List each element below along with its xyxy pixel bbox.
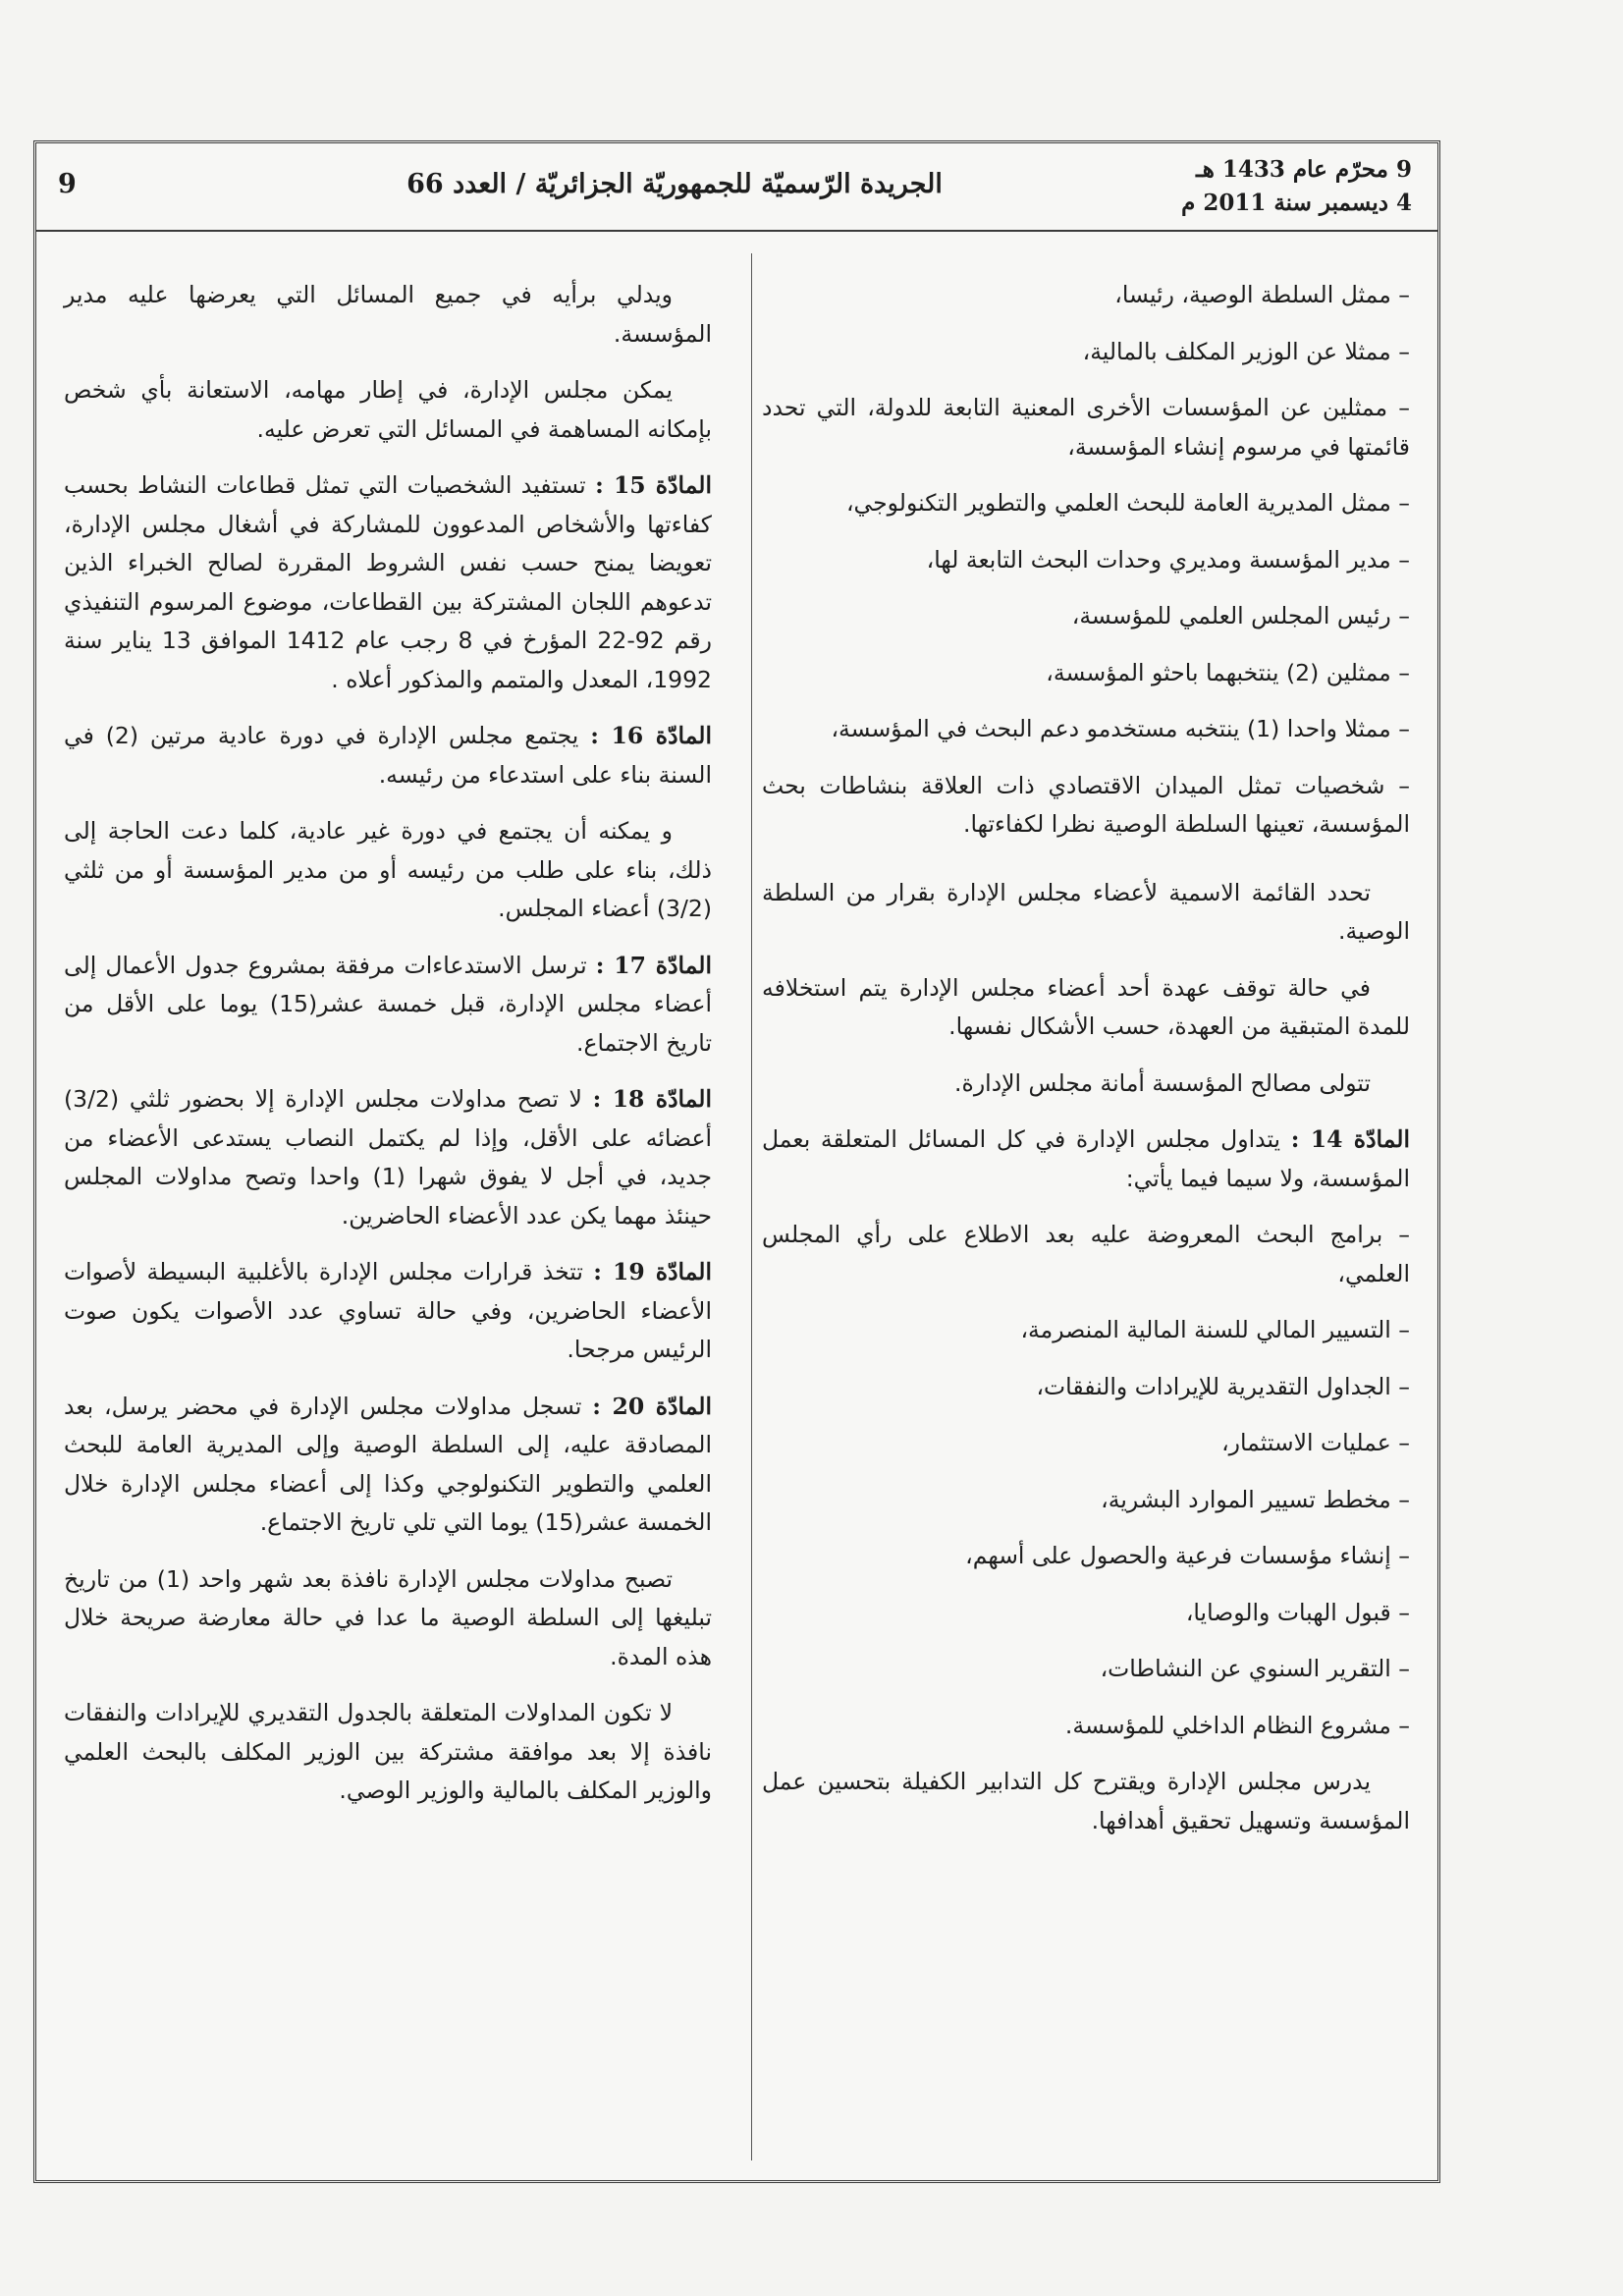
article-17-label: المادّة 17 : [595, 951, 712, 979]
list-item: – رئيس المجلس العلمي للمؤسسة، [1071, 602, 1410, 629]
list-item: – التقرير السنوي عن النشاطات، [1100, 1655, 1410, 1682]
article-14-label: المادّة 14 : [1290, 1125, 1410, 1153]
paragraph-final: يدرس مجلس الإدارة ويقترح كل التدابير الكفيلة بتحسين عمل المؤسسة وتسهيل تحقيق أهدافها. [762, 1768, 1410, 1834]
paragraph-vacancy: في حالة توقف عهدة أحد أعضاء مجلس الإدارة يتم استخلافه للمدة المتبقية من العهدة، حسب الأشكال نفسها. [762, 973, 1410, 1040]
article-15-label: المادّة 15 : [595, 471, 712, 499]
journal-title: الجريدة الرّسميّة للجمهوريّة الجزائريّة / العدد 66 [406, 169, 943, 199]
list-item: – برامج البحث المعروضة عليه بعد الاطلاع على رأي المجلس العلمي، [762, 1221, 1410, 1287]
article-17-text: ترسل الاستدعاءات مرفقة بمشروع جدول الأعمال إلى أعضاء مجلس الإدارة، قبل خمسة عشر(15) يوما على الأقل من تاريخ الاجتماع. [64, 951, 712, 1057]
left-column [64, 276, 712, 1829]
article-15-text: تستفيد الشخصيات التي تمثل قطاعات النشاط بحسب كفاءتها والأشخاص المدعوون للمشاركة في أشغال مجلس الإدارة، تعويضا يمنح حسب نفس الشروط المقررة لصالح الخبراء الذين تدعوهم اللجان المشتركة بين القطاعات، موضوع المرسوم التنفيذي رقم 92-22 المؤرخ في 8 رجب عام 1412 الموافق 13 يناير سنة 1992، المعدل والمتمم والمذكور أعلاه . [64, 471, 713, 693]
article-16-text: يجتمع مجلس الإدارة في دورة عادية مرتين (2) في السنة بناء على استدعاء من رئيسه. [64, 722, 712, 789]
article-19 [64, 1253, 712, 1370]
article-20-text: تسجل مداولات مجلس الإدارة في محضر يرسل، بعد المصادقة عليه، إلى السلطة الوصية وإلى المديرية العامة للبحث العلمي والتطوير التكنولوجي وكذا إلى أعضاء مجلس الإدارة خلال الخمسة عشر(15) يوما التي تلي تاريخ الاجتماع. [64, 1392, 712, 1536]
page-header [36, 143, 1437, 232]
article-18-text: لا تصح مداولات مجلس الإدارة إلا بحضور ثلثي (3/2) أعضائه على الأقل، وإذا لم يكتمل النصاب يستدعى الأعضاء من جديد، في أجل لا يفوق شهرا (1) واحدا وتصح مداولات المجلس حينئذ مهما يكن عدد الأعضاء الحاضرين. [64, 1085, 712, 1230]
list-item: – التسيير المالي للسنة المالية المنصرمة، [1020, 1316, 1410, 1343]
article-20 [64, 1388, 712, 1543]
article-14-text: يتداول مجلس الإدارة في كل المسائل المتعلقة بعمل المؤسسة، ولا سيما فيما يأتي: [762, 1125, 1410, 1192]
article-15 [64, 466, 712, 699]
right-column [762, 276, 1410, 1858]
list-item: – عمليات الاستثمار، [1221, 1429, 1410, 1456]
list-item: – قبول الهبات والوصايا، [1185, 1598, 1410, 1626]
list-item: – إنشاء مؤسسات فرعية والحصول على أسهم، [965, 1542, 1410, 1569]
article-16-label: المادّة 16 : [590, 722, 712, 749]
paragraph-assist: يمكن مجلس الإدارة، في إطار مهامه، الاستعانة بأي شخص بإمكانه المساهمة في المسائل التي تعرض عليه. [64, 376, 712, 443]
list-item: – مدير المؤسسة ومديري وحدات البحث التابعة لها، [926, 545, 1410, 574]
list-item: – شخصيات تمثل الميدان الاقتصادي ذات العلاقة بنشاطات بحث المؤسسة، تعينها السلطة الوصية نظرا لكفاءتها. [762, 771, 1410, 838]
list-item: – ممثلا عن الوزير المكلف بالمالية، [1082, 337, 1410, 365]
hijri-date: 9 محرّم عام 1433 هـ [1196, 156, 1412, 183]
list-item: – ممثلا واحدا (1) ينتخبه مستخدمو دعم البحث في المؤسسة، [831, 715, 1410, 742]
paragraph-member-list: تحدد القائمة الاسمية لأعضاء مجلس الإدارة بقرار من السلطة الوصية. [762, 878, 1410, 945]
list-item: – الجداول التقديرية للإيرادات والنفقات، [1036, 1372, 1410, 1400]
page-number: 9 [58, 169, 77, 199]
list-item: – مخطط تسيير الموارد البشرية، [1101, 1485, 1410, 1513]
list-item: – ممثلين عن المؤسسات الأخرى المعنية التابعة للدولة، التي تحدد قائمتها في مرسوم إنشاء المؤسسة، [762, 394, 1410, 461]
article-17 [64, 947, 712, 1064]
list-item: – ممثلين (2) ينتخبهما باحثو المؤسسة، [1046, 658, 1410, 686]
header-dates [1181, 153, 1412, 220]
paragraph-opinion: ويدلي برأيه في جميع المسائل التي يعرضها عليه مدير المؤسسة. [64, 281, 712, 348]
article-18-label: المادّة 18 : [592, 1085, 712, 1113]
paragraph-secretariat: تتولى مصالح المؤسسة أمانة مجلس الإدارة. [954, 1068, 1371, 1097]
article-20-paragraph-3: لا تكون المداولات المتعلقة بالجدول التقديري للإيرادات والنفقات نافذة إلا بعد موافقة مشتركة بين الوزير المكلف بالبحث العلمي والوزير المكلف بالمالية والوزير الوصي. [64, 1699, 712, 1804]
article-20-label: المادّة 20 : [592, 1392, 712, 1420]
list-item: – مشروع النظام الداخلي للمؤسسة. [1064, 1711, 1410, 1739]
list-item: – ممثل المديرية العامة للبحث العلمي والتطوير التكنولوجي، [845, 489, 1410, 517]
article-16 [64, 717, 712, 794]
article-16-paragraph-2: و يمكنه أن يجتمع في دورة غير عادية، كلما دعت الحاجة إلى ذلك، بناء على طلب من رئيسه أو من مدير المؤسسة أو من ثلثي (3/2) أعضاء المجلس. [64, 817, 712, 922]
column-divider [751, 253, 752, 2160]
list-item: – ممثل السلطة الوصية، رئيسا، [1114, 281, 1410, 308]
article-19-text: تتخذ قرارات مجلس الإدارة بالأغلبية البسيطة لأصوات الأعضاء الحاضرين، وفي حالة تساوي عدد الأصوات يكون صوت الرئيس مرجحا. [64, 1258, 712, 1363]
page-frame [33, 140, 1440, 2183]
article-18 [64, 1080, 712, 1235]
article-14 [762, 1121, 1410, 1198]
gregorian-date: 4 ديسمبر سنة 2011 م [1181, 190, 1412, 216]
article-20-paragraph-2: تصبح مداولات مجلس الإدارة نافذة بعد شهر واحد (1) من تاريخ تبليغها إلى السلطة الوصية ما عدا في حالة معارضة صريحة خلال هذه المدة. [64, 1564, 712, 1670]
article-19-label: المادّة 19 : [593, 1258, 712, 1285]
